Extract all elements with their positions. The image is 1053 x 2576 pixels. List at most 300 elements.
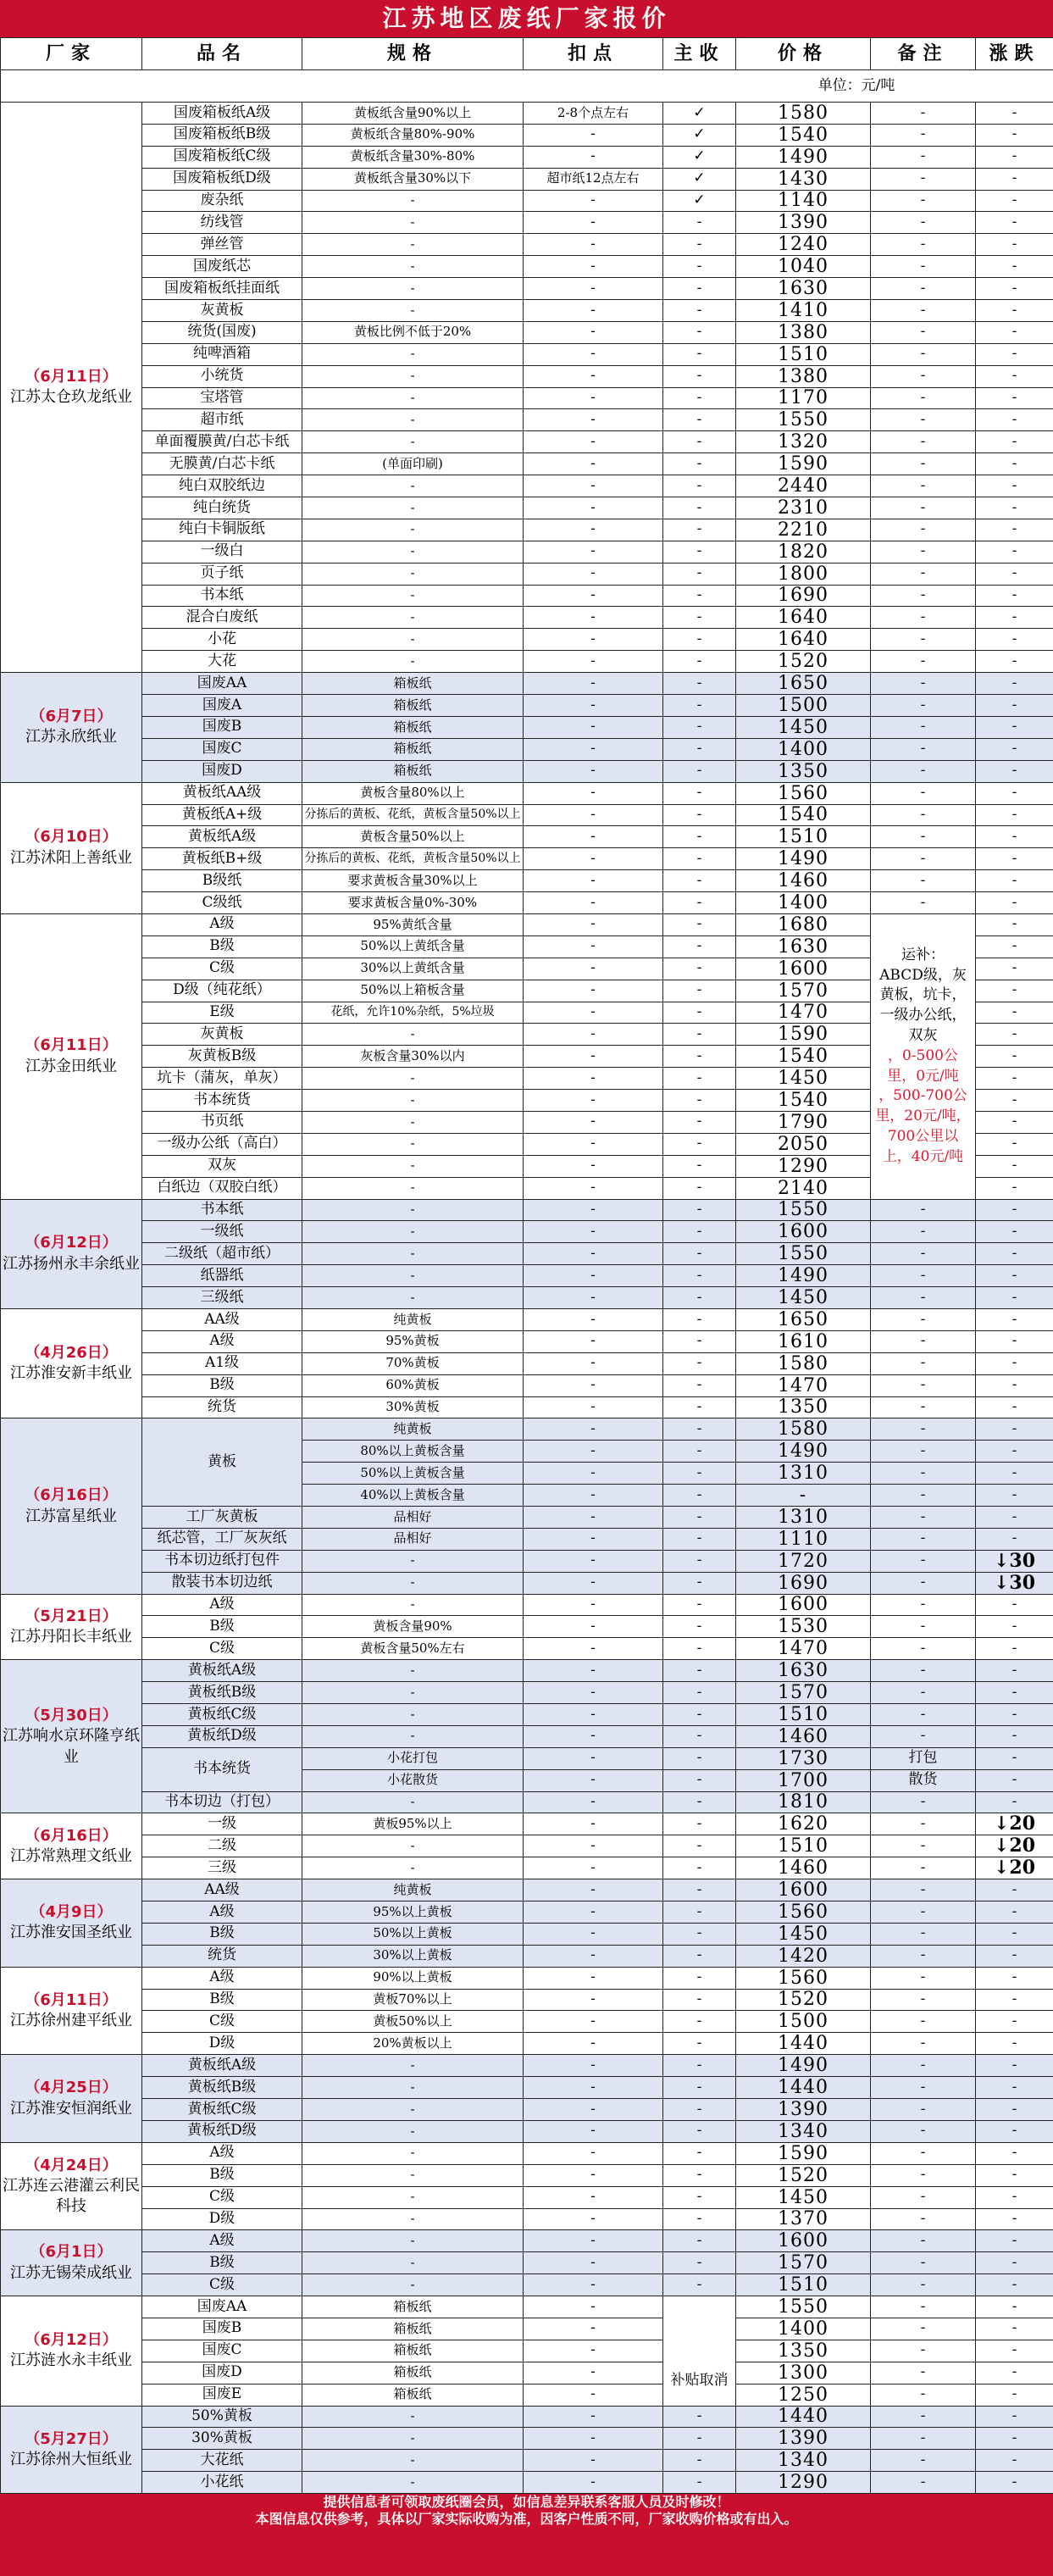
main-buy: - xyxy=(663,1616,736,1638)
product-name: 国废C xyxy=(142,738,302,760)
table-row xyxy=(1,1704,1053,1726)
price: 1350 xyxy=(736,1396,871,1418)
price-change: - xyxy=(976,1155,1053,1177)
product-name: B级 xyxy=(142,1923,302,1945)
price-change: - xyxy=(976,234,1053,256)
remark: - xyxy=(871,2120,976,2142)
spec: 箱板纸 xyxy=(302,2296,524,2318)
remark: - xyxy=(871,1594,976,1616)
price: 1390 xyxy=(736,212,871,234)
price-change: - xyxy=(976,1682,1053,1704)
table-row xyxy=(1,1418,1053,1441)
factory-name: 江苏淮安新丰纸业 xyxy=(10,1364,132,1383)
remark: - xyxy=(871,541,976,563)
product-name: 三级纸 xyxy=(142,1287,302,1309)
remark: - xyxy=(871,278,976,300)
product-name: A级 xyxy=(142,913,302,935)
table-row xyxy=(1,892,1053,914)
table-row xyxy=(1,2318,1053,2340)
spec: - xyxy=(302,1660,524,1682)
factory-name: 江苏淮安恒润纸业 xyxy=(10,2099,132,2118)
spec: 要求黄板含量30%以上 xyxy=(302,870,524,892)
spec: - xyxy=(302,190,524,212)
factory-name: 江苏永欣纸业 xyxy=(25,728,117,747)
spec: 60%黄板 xyxy=(302,1374,524,1396)
product-name: B级 xyxy=(142,2164,302,2186)
price: 1690 xyxy=(736,585,871,607)
price: 1350 xyxy=(736,760,871,782)
remark: - xyxy=(871,1243,976,1265)
table-row xyxy=(1,387,1053,409)
main-buy: - xyxy=(663,497,736,519)
price: 1570 xyxy=(736,2252,871,2274)
price-change: - xyxy=(976,2142,1053,2164)
main-buy: - xyxy=(663,1747,736,1769)
spec: - xyxy=(302,2450,524,2472)
main-buy: - xyxy=(663,343,736,365)
price-change: - xyxy=(976,2208,1053,2230)
remark: - xyxy=(871,1879,976,1901)
deduction: - xyxy=(524,804,663,826)
table-row xyxy=(1,541,1053,563)
price-change: - xyxy=(976,1068,1053,1090)
price-change: - xyxy=(976,1769,1053,1791)
price: 1510 xyxy=(736,1704,871,1726)
factory-cell xyxy=(1,1660,142,1813)
product-name: 双灰 xyxy=(142,1155,302,1177)
remark: - xyxy=(871,190,976,212)
deduction: - xyxy=(524,2406,663,2428)
price-change: - xyxy=(976,1901,1053,1924)
remark: - xyxy=(871,607,976,629)
table-row xyxy=(1,124,1053,146)
price: 1450 xyxy=(736,1287,871,1309)
price-change: - xyxy=(976,629,1053,651)
factory-cell xyxy=(1,2296,142,2406)
main-buy: - xyxy=(663,2274,736,2296)
main-buy: - xyxy=(663,892,736,914)
remark: - xyxy=(871,1901,976,1924)
price: 1600 xyxy=(736,1221,871,1243)
spec: - xyxy=(302,2120,524,2142)
factory-date: （6月11日） xyxy=(25,1036,118,1055)
table-row xyxy=(1,1967,1053,1989)
product-name: 工厂灰黄板 xyxy=(142,1507,302,1529)
deduction: - xyxy=(524,124,663,146)
spec: - xyxy=(302,1704,524,1726)
main-buy: - xyxy=(663,1967,736,1989)
deduction: - xyxy=(524,2099,663,2121)
price: 1400 xyxy=(736,892,871,914)
price-change: - xyxy=(976,1791,1053,1813)
header-price: 价格 xyxy=(736,38,871,70)
deduction: - xyxy=(524,607,663,629)
table-row xyxy=(1,738,1053,760)
price-change: - xyxy=(976,738,1053,760)
spec: 花纸，允许10%杂纸，5%垃圾 xyxy=(302,1002,524,1024)
deduction: - xyxy=(524,738,663,760)
table-row xyxy=(1,2230,1053,2252)
price: 1470 xyxy=(736,1638,871,1660)
price: 1540 xyxy=(736,804,871,826)
deduction: - xyxy=(524,1638,663,1660)
product-name: C级 xyxy=(142,958,302,980)
spec: 黄板纸含量80%-90% xyxy=(302,124,524,146)
deduction: - xyxy=(524,1396,663,1418)
price-change: - xyxy=(976,1396,1053,1418)
price: 1600 xyxy=(736,1594,871,1616)
main-buy: - xyxy=(663,278,736,300)
spec: - xyxy=(302,475,524,497)
deduction: - xyxy=(524,1616,663,1638)
footer-line-1: 提供信息者可领取废纸圈会员，如信息差异联系客服人员及时修改！ xyxy=(323,2494,730,2510)
remark: - xyxy=(871,695,976,717)
spec: 70%黄板 xyxy=(302,1352,524,1374)
product-name: 纸芯管，工厂灰灰纸 xyxy=(142,1528,302,1550)
product-name: 黄板纸C级 xyxy=(142,2099,302,2121)
table-row xyxy=(1,1989,1053,2011)
table-row xyxy=(1,1638,1053,1660)
table-row xyxy=(1,585,1053,607)
deduction: - xyxy=(524,585,663,607)
deduction: - xyxy=(524,1463,663,1485)
deduction: - xyxy=(524,2033,663,2055)
product-name: 小花 xyxy=(142,629,302,651)
remark: - xyxy=(871,1507,976,1529)
table-row xyxy=(1,1747,1053,1769)
main-buy: - xyxy=(663,673,736,695)
price: 1540 xyxy=(736,1090,871,1112)
spec: - xyxy=(302,1068,524,1090)
deduction: - xyxy=(524,1090,663,1112)
deduction: - xyxy=(524,300,663,322)
remark: - xyxy=(871,124,976,146)
remark: - xyxy=(871,716,976,738)
remark: - xyxy=(871,1199,976,1221)
spec: 黄板70%以上 xyxy=(302,1989,524,2011)
remark: - xyxy=(871,2230,976,2252)
price: 1390 xyxy=(736,2428,871,2450)
main-buy: - xyxy=(663,1813,736,1835)
remark: - xyxy=(871,387,976,409)
spec: 90%以上黄板 xyxy=(302,1967,524,1989)
product-name: B级 xyxy=(142,1616,302,1638)
header-main: 主收 xyxy=(663,38,736,70)
main-buy: - xyxy=(663,2252,736,2274)
spec: - xyxy=(302,234,524,256)
table-row xyxy=(1,607,1053,629)
remark: - xyxy=(871,760,976,782)
remark: - xyxy=(871,2450,976,2472)
main-buy: - xyxy=(663,695,736,717)
spec: 纯黄板 xyxy=(302,1308,524,1330)
factory-name: 江苏太仓玖龙纸业 xyxy=(10,388,132,407)
deduction: - xyxy=(524,1967,663,1989)
table-row xyxy=(1,2362,1053,2384)
factory-date: （6月7日） xyxy=(30,708,113,726)
spec: - xyxy=(302,2274,524,2296)
price: 1600 xyxy=(736,2230,871,2252)
deduction: - xyxy=(524,870,663,892)
product-name: AA级 xyxy=(142,1879,302,1901)
price-change: - xyxy=(976,1133,1053,1155)
price: 1510 xyxy=(736,2274,871,2296)
remark: - xyxy=(871,2099,976,2121)
deduction: - xyxy=(524,716,663,738)
price: 1810 xyxy=(736,1791,871,1813)
deduction: - xyxy=(524,2164,663,2186)
remark: - xyxy=(871,475,976,497)
factory-name: 江苏连云港灌云利民科技 xyxy=(3,2176,140,2216)
price-change: - xyxy=(976,431,1053,453)
product-name: 国废箱板纸C级 xyxy=(142,146,302,168)
table-row xyxy=(1,1396,1053,1418)
spec: - xyxy=(302,343,524,365)
deduction: - xyxy=(524,1418,663,1441)
factory-cell xyxy=(1,673,142,782)
remark: - xyxy=(871,1463,976,1485)
main-buy: - xyxy=(663,1507,736,1529)
price-change: - xyxy=(976,2274,1053,2296)
price: 1380 xyxy=(736,365,871,387)
product-name: 一级办公纸（高白） xyxy=(142,1133,302,1155)
product-name: C级 xyxy=(142,1638,302,1660)
factory-date: （4月24日） xyxy=(25,2156,118,2174)
remark: - xyxy=(871,1308,976,1330)
remark: - xyxy=(871,256,976,278)
table-row xyxy=(1,1330,1053,1352)
spec: - xyxy=(302,1133,524,1155)
price-change: - xyxy=(976,124,1053,146)
factory-date: （6月11日） xyxy=(25,1990,118,2009)
deduction: 超市纸12点左右 xyxy=(524,168,663,190)
main-buy: - xyxy=(663,1660,736,1682)
product-name: 黄板纸C级 xyxy=(142,1704,302,1726)
deduction: - xyxy=(524,1945,663,1967)
main-buy: - xyxy=(663,913,736,935)
table-row xyxy=(1,168,1053,190)
price: 1580 xyxy=(736,1418,871,1441)
price-change: - xyxy=(976,651,1053,673)
spec: - xyxy=(302,1111,524,1133)
deduction: - xyxy=(524,2428,663,2450)
main-buy: ✓ xyxy=(663,190,736,212)
spec: 黄板纸含量30%-80% xyxy=(302,146,524,168)
product-name: 黄板纸AA级 xyxy=(142,782,302,804)
product-name: B级 xyxy=(142,935,302,958)
price: 1460 xyxy=(736,1725,871,1747)
header-factory: 厂家 xyxy=(1,38,142,70)
remark-line: 700公里以上，40元/吨 xyxy=(882,1128,964,1165)
remark: - xyxy=(871,848,976,870)
spec: 黄板含量50%以上 xyxy=(302,826,524,848)
product-name: 黄板纸B级 xyxy=(142,2077,302,2099)
main-buy: - xyxy=(663,1418,736,1441)
price-change: - xyxy=(976,1945,1053,1967)
deduction: - xyxy=(524,695,663,717)
product-name: 黄板纸D级 xyxy=(142,1725,302,1747)
remark: - xyxy=(871,1352,976,1374)
table-row xyxy=(1,365,1053,387)
remark: - xyxy=(871,453,976,475)
price: 1720 xyxy=(736,1550,871,1572)
product-name: A级 xyxy=(142,2142,302,2164)
price: 1730 xyxy=(736,1747,871,1769)
deduction: - xyxy=(524,1221,663,1243)
product-name: 纯白双胶纸边 xyxy=(142,475,302,497)
remark: - xyxy=(871,629,976,651)
remark-line: ABCD级，灰黄板，坑卡，一级办公纸，双灰 xyxy=(879,966,967,1045)
spec: 箱板纸 xyxy=(302,2384,524,2406)
deduction: - xyxy=(524,848,663,870)
product-name: 统货 xyxy=(142,1396,302,1418)
remark: - xyxy=(871,1835,976,1857)
factory-date: （5月21日） xyxy=(25,1607,118,1625)
price-change: - xyxy=(976,804,1053,826)
remark: - xyxy=(871,804,976,826)
table-row xyxy=(1,870,1053,892)
product-name: 黄板 xyxy=(142,1418,302,1507)
product-name: AA级 xyxy=(142,1308,302,1330)
price-change: - xyxy=(976,1989,1053,2011)
main-buy: - xyxy=(663,2428,736,2450)
price: 1540 xyxy=(736,1046,871,1068)
spec: 小花打包 xyxy=(302,1747,524,1769)
remark: - xyxy=(871,1374,976,1396)
price-change: - xyxy=(976,1967,1053,1989)
price-change: - xyxy=(976,2296,1053,2318)
header-change: 涨跌 xyxy=(976,38,1053,70)
table-row xyxy=(1,1507,1053,1529)
price: 1440 xyxy=(736,2077,871,2099)
price-change: - xyxy=(976,256,1053,278)
main-buy: - xyxy=(663,870,736,892)
factory-name: 江苏响水京环隆亨纸业 xyxy=(3,1727,140,1766)
remark: - xyxy=(871,1550,976,1572)
spec: - xyxy=(302,651,524,673)
main-buy: - xyxy=(663,1133,736,1155)
main-buy: - xyxy=(663,1791,736,1813)
remark: - xyxy=(871,673,976,695)
spec: 箱板纸 xyxy=(302,2340,524,2362)
spec: - xyxy=(302,2472,524,2494)
product-name: 统货 xyxy=(142,1945,302,1967)
price: 1110 xyxy=(736,1528,871,1550)
product-name: 书本统货 xyxy=(142,1090,302,1112)
remark: - xyxy=(871,2208,976,2230)
main-buy: - xyxy=(663,1441,736,1463)
price: 1490 xyxy=(736,1441,871,1463)
product-name: A级 xyxy=(142,1901,302,1924)
factory-date: （6月1日） xyxy=(30,2243,113,2262)
deduction: - xyxy=(524,1813,663,1835)
price: 1520 xyxy=(736,651,871,673)
remark: - xyxy=(871,2011,976,2033)
price: 1560 xyxy=(736,1901,871,1924)
product-name: 国废B xyxy=(142,2318,302,2340)
deduction: - xyxy=(524,935,663,958)
main-buy: - xyxy=(663,607,736,629)
product-name: 无膜黄/白芯卡纸 xyxy=(142,453,302,475)
table-row xyxy=(1,1308,1053,1330)
spec: 灰板含量30%以内 xyxy=(302,1046,524,1068)
spec: 黄板50%以上 xyxy=(302,2011,524,2033)
product-name: 书本切边（打包） xyxy=(142,1791,302,1813)
price-change: - xyxy=(976,1725,1053,1747)
table-row xyxy=(1,1572,1053,1594)
main-buy: - xyxy=(663,1352,736,1374)
main-buy: - xyxy=(663,1528,736,1550)
price-change: - xyxy=(976,1024,1053,1046)
remark: - xyxy=(871,1725,976,1747)
price-change: - xyxy=(976,1528,1053,1550)
deduction: - xyxy=(524,453,663,475)
price-change: - xyxy=(976,475,1053,497)
table-row xyxy=(1,2450,1053,2472)
table-row xyxy=(1,1791,1053,1813)
price-change: - xyxy=(976,2384,1053,2406)
spec: - xyxy=(302,2055,524,2077)
price: 1650 xyxy=(736,1308,871,1330)
main-buy: - xyxy=(663,1155,736,1177)
price: 1290 xyxy=(736,2472,871,2494)
main-buy: - xyxy=(663,519,736,541)
price-change: - xyxy=(976,1002,1053,1024)
price: 1600 xyxy=(736,1879,871,1901)
spec: - xyxy=(302,1177,524,1199)
price-change: - xyxy=(976,1046,1053,1068)
deduction: - xyxy=(524,1879,663,1901)
product-name: 黄板纸A级 xyxy=(142,2055,302,2077)
deduction: - xyxy=(524,1265,663,1287)
remark: - xyxy=(871,2472,976,2494)
price-change: ↓30 xyxy=(976,1550,1053,1572)
price-change: - xyxy=(976,1463,1053,1485)
main-buy: - xyxy=(663,1550,736,1572)
product-name: 国废AA xyxy=(142,673,302,695)
deduction: - xyxy=(524,1243,663,1265)
product-name: 国废纸芯 xyxy=(142,256,302,278)
product-name: D级 xyxy=(142,2208,302,2230)
table-row xyxy=(1,673,1053,695)
spec: - xyxy=(302,1199,524,1221)
table-row xyxy=(1,1945,1053,1967)
product-name: 小统货 xyxy=(142,365,302,387)
factory-cell xyxy=(1,913,142,1199)
price-change: - xyxy=(976,695,1053,717)
product-name: 大花纸 xyxy=(142,2450,302,2472)
header-row xyxy=(1,38,1053,70)
remark: - xyxy=(871,1485,976,1507)
deduction: - xyxy=(524,1835,663,1857)
product-name: 白纸边（双胶白纸） xyxy=(142,1177,302,1199)
deduction: - xyxy=(524,673,663,695)
remark: - xyxy=(871,2406,976,2428)
table-row xyxy=(1,300,1053,322)
spec: 30%以上黄纸含量 xyxy=(302,958,524,980)
spec: - xyxy=(302,387,524,409)
table-row xyxy=(1,1374,1053,1396)
price: 1490 xyxy=(736,146,871,168)
product-name: 国废箱板纸A级 xyxy=(142,103,302,125)
deduction: - xyxy=(524,2362,663,2384)
price: 1320 xyxy=(736,431,871,453)
remark-note xyxy=(871,913,976,1199)
product-name: 黄板纸A+级 xyxy=(142,804,302,826)
price: 1600 xyxy=(736,958,871,980)
table-row xyxy=(1,1594,1053,1616)
spec: 黄板95%以上 xyxy=(302,1813,524,1835)
